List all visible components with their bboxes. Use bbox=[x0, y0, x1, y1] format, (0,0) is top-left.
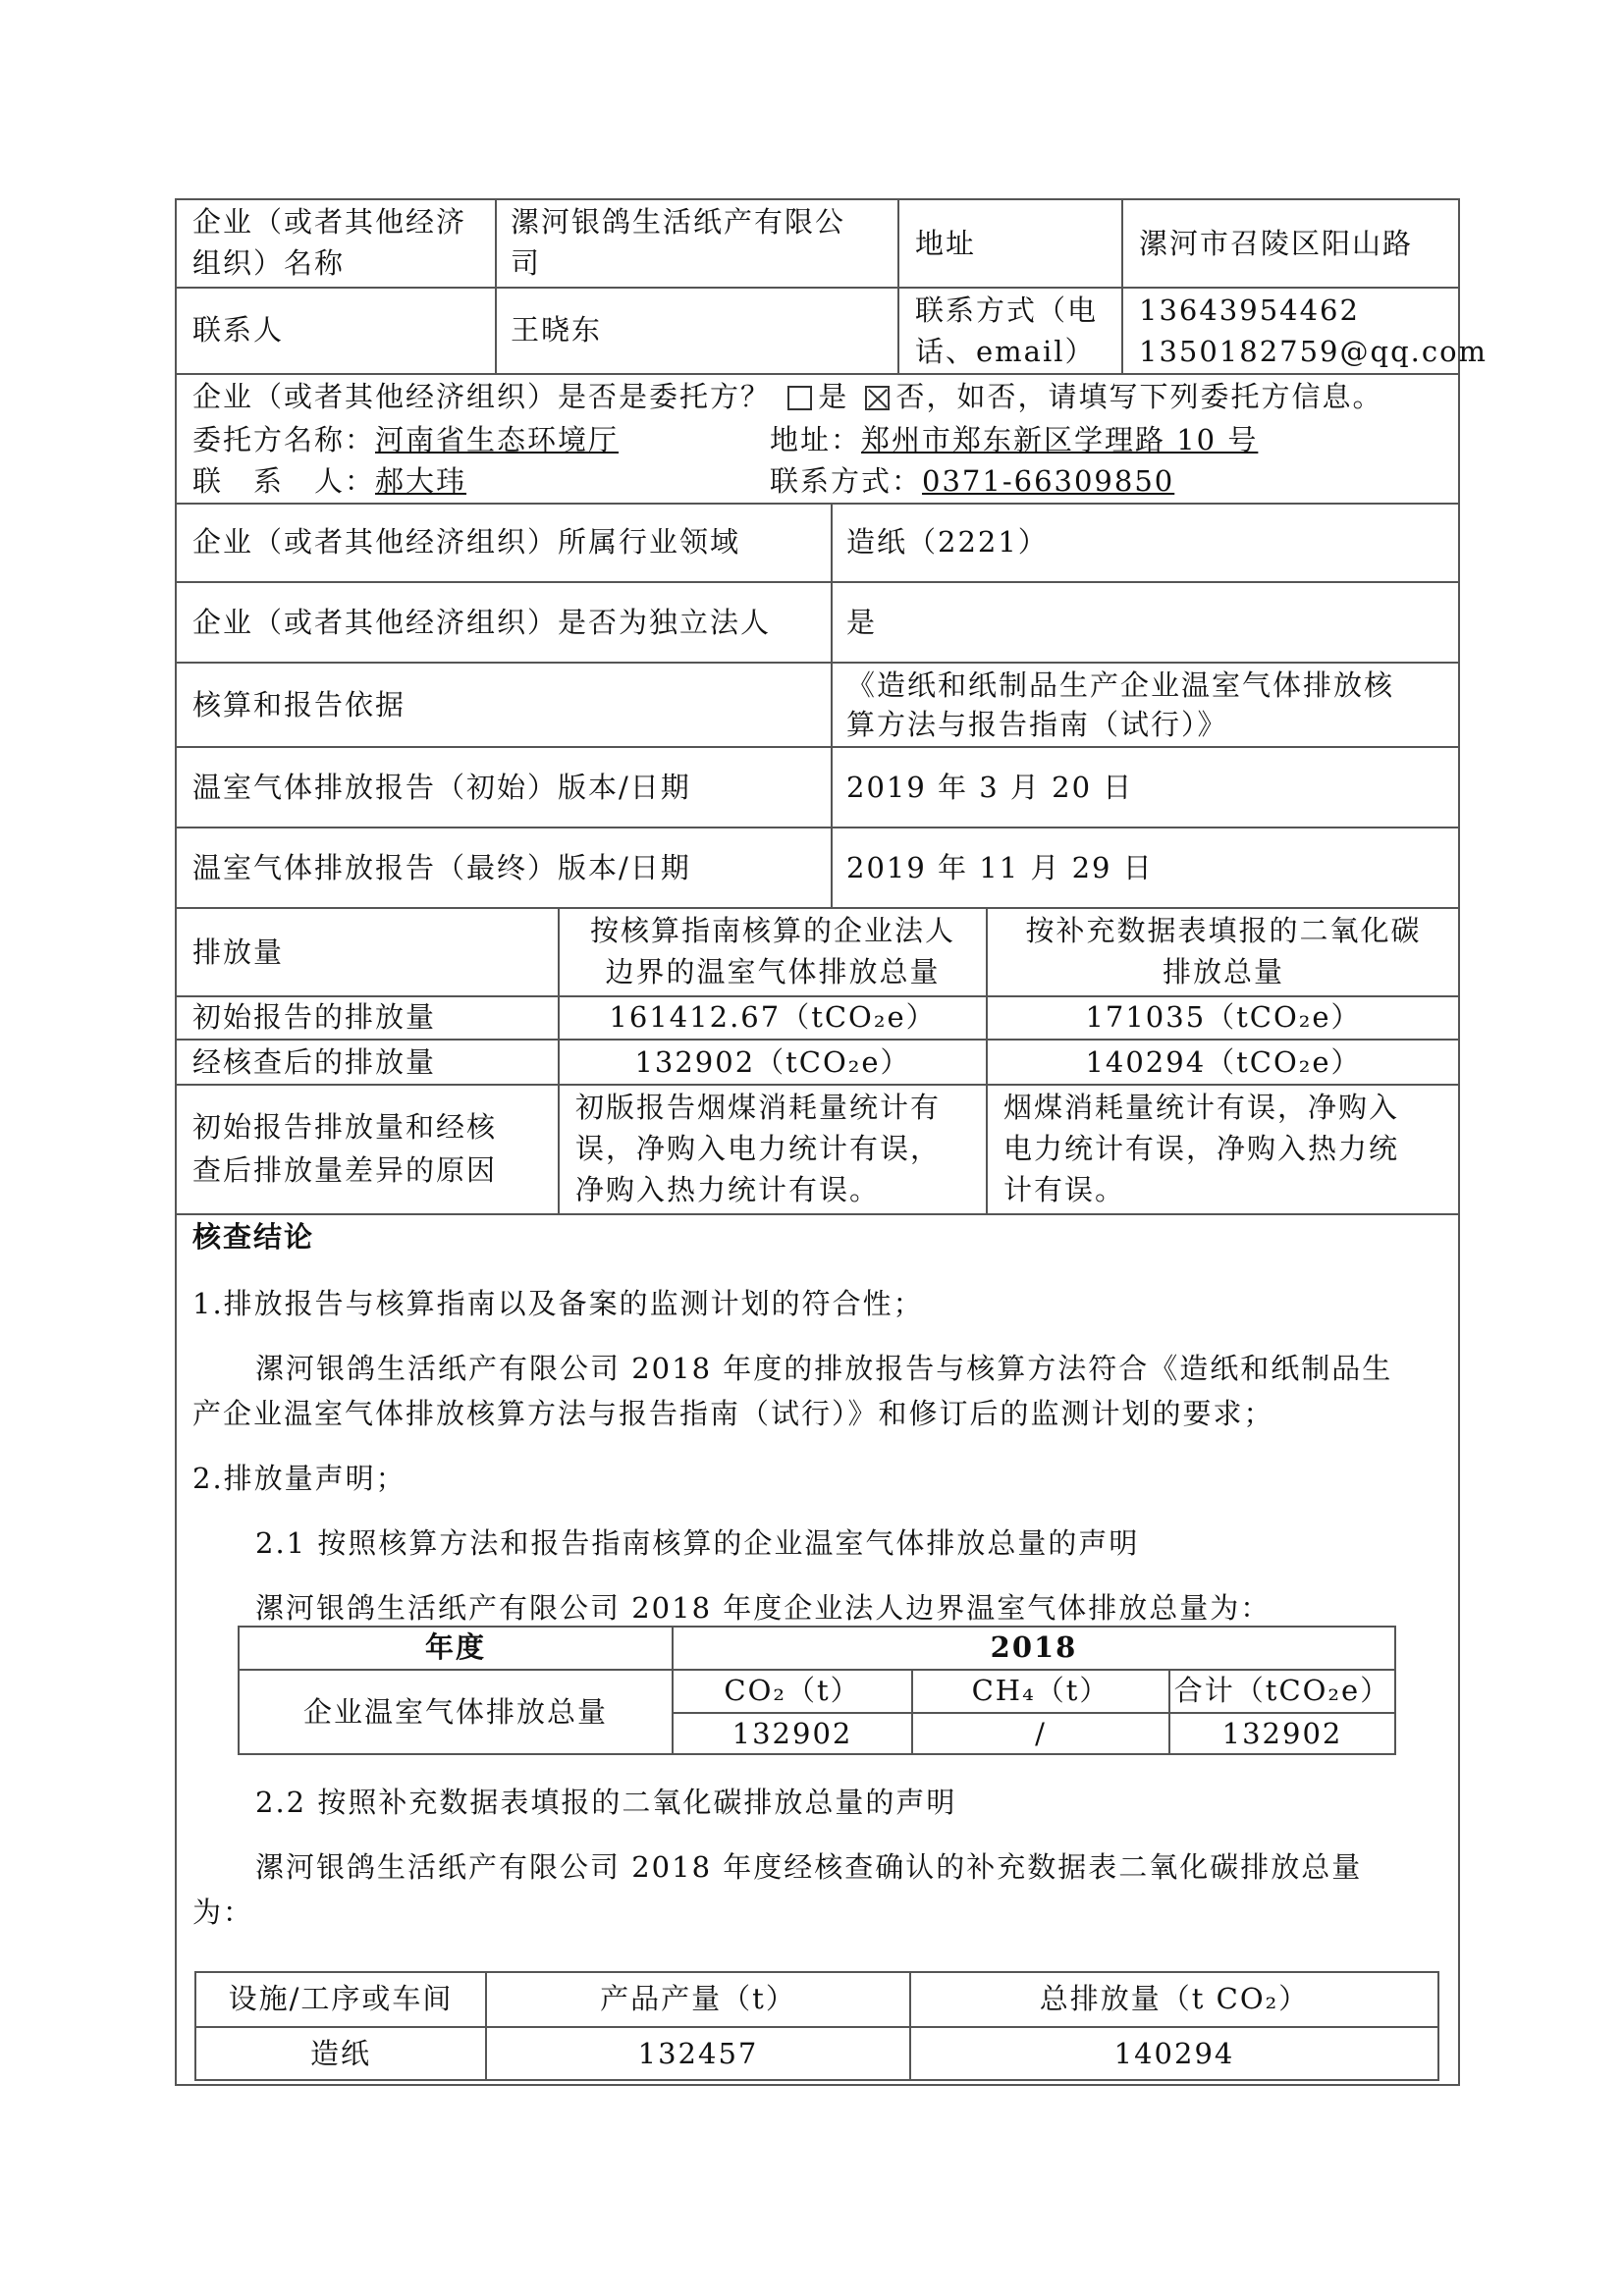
client-address-value: 郑州市郑东新区学理路 10 号 bbox=[861, 423, 1259, 456]
reason-col1-1: 初版报告烟煤消耗量统计有 bbox=[575, 1091, 942, 1124]
company-name-1: 漯河银鸽生活纸产有限公 bbox=[511, 205, 846, 239]
p21-body: 漯河银鸽生活纸产有限公司 2018 年度企业法人边界温室气体排放总量为： bbox=[255, 1591, 1272, 1625]
client-method-line bbox=[770, 459, 1174, 503]
verified-emission-col2: 140294（tCO₂e） bbox=[1085, 1045, 1362, 1079]
company-label-1: 企业（或者其他经济 bbox=[192, 205, 467, 239]
p1-body-2: 产企业温室气体排放核算方法与报告指南（试行）》和修订后的监测计划的要求； bbox=[192, 1397, 1274, 1430]
emission-value: 140294 bbox=[1113, 2037, 1235, 2070]
reason-col1-2: 误，净购入电力统计有误， bbox=[575, 1132, 942, 1165]
client-question: 企业（或者其他经济组织）是否是委托方？ bbox=[192, 380, 772, 413]
col2-header-1: 按补充数据表填报的二氧化碳 bbox=[1025, 914, 1422, 947]
row-divider bbox=[175, 746, 1460, 748]
conclusion-title: 核查结论 bbox=[192, 1220, 315, 1254]
reason-col2-1: 烟煤消耗量统计有误，净购入 bbox=[1003, 1091, 1400, 1124]
p22-body-1: 漯河银鸽生活纸产有限公司 2018 年度经核查确认的补充数据表二氧化碳排放总量 bbox=[255, 1850, 1363, 1884]
col2-header-2: 排放总量 bbox=[1162, 955, 1284, 988]
total-header: 合计（tCO₂e） bbox=[1173, 1674, 1391, 1707]
p22-title: 2.2 按照补充数据表填报的二氧化碳排放总量的声明 bbox=[255, 1786, 957, 1819]
p1-title: 1.排放报告与核算指南以及备案的监测计划的符合性； bbox=[192, 1287, 924, 1320]
row-divider bbox=[175, 503, 1460, 505]
contact-value: 王晓东 bbox=[511, 313, 603, 347]
year-value: 2018 bbox=[990, 1630, 1078, 1664]
contact-label: 联系人 bbox=[192, 313, 285, 347]
basis-label: 核算和报告依据 bbox=[192, 688, 406, 721]
row-divider bbox=[175, 581, 1460, 583]
client-method-label: 联系方式： bbox=[770, 464, 923, 498]
client-address-line bbox=[770, 418, 1258, 461]
ch4-header: CH₄（t） bbox=[971, 1674, 1110, 1707]
col-divider bbox=[897, 198, 899, 373]
industry-label: 企业（或者其他经济组织）所属行业领域 bbox=[192, 525, 741, 559]
col-divider bbox=[495, 198, 497, 373]
yes-label: 是 bbox=[818, 380, 849, 413]
address-value: 漯河市召陵区阳山路 bbox=[1139, 227, 1414, 260]
final-version-label: 温室气体排放报告（最终）版本/日期 bbox=[192, 851, 691, 884]
company-name-2: 司 bbox=[511, 246, 542, 280]
legal-person-value: 是 bbox=[846, 606, 878, 639]
p1-body-1: 漯河银鸽生活纸产有限公司 2018 年度的排放报告与核算方法符合《造纸和纸制品生 bbox=[255, 1352, 1393, 1385]
yes-checkbox[interactable] bbox=[787, 386, 812, 410]
row-divider bbox=[175, 1213, 1460, 1215]
facility-value: 造纸 bbox=[309, 2037, 371, 2070]
client-name-label: 委托方名称： bbox=[192, 423, 376, 456]
basis-value-1: 《造纸和纸制品生产企业温室气体排放核 bbox=[846, 668, 1395, 702]
client-method-value: 0371-66309850 bbox=[922, 464, 1175, 498]
client-contact-line bbox=[192, 459, 466, 503]
ch4-value: / bbox=[1035, 1717, 1047, 1750]
emission-header: 总排放量（t CO₂） bbox=[1039, 1982, 1310, 2015]
verified-emission-label: 经核查后的排放量 bbox=[192, 1045, 437, 1079]
co2-value: 132902 bbox=[731, 1717, 853, 1750]
client-address-label: 地址： bbox=[770, 423, 862, 456]
row-divider bbox=[175, 827, 1460, 828]
client-question-line bbox=[192, 375, 1382, 418]
co2-header: CO₂（t） bbox=[724, 1674, 861, 1707]
facility-header: 设施/工序或车间 bbox=[228, 1982, 454, 2015]
table1-row-label: 企业温室气体排放总量 bbox=[302, 1695, 608, 1729]
initial-emission-col1: 161412.67（tCO₂e） bbox=[609, 1000, 937, 1034]
col1-header-2: 边界的温室气体排放总量 bbox=[605, 955, 941, 988]
client-contact-value: 郝大玮 bbox=[375, 464, 467, 498]
verified-emission-col1: 132902（tCO₂e） bbox=[634, 1045, 911, 1079]
initial-version-label: 温室气体排放报告（初始）版本/日期 bbox=[192, 771, 691, 804]
output-value: 132457 bbox=[637, 2037, 759, 2070]
p2-title: 2.排放量声明； bbox=[192, 1462, 406, 1495]
p21-title: 2.1 按照核算方法和报告指南核算的企业温室气体排放总量的声明 bbox=[255, 1526, 1140, 1560]
reason-col2-2: 电力统计有误，净购入热力统 bbox=[1003, 1132, 1400, 1165]
no-label: 否，如否，请填写下列委托方信息。 bbox=[895, 380, 1383, 413]
basis-value-2: 算方法与报告指南（试行）》 bbox=[846, 708, 1228, 741]
legal-person-label: 企业（或者其他经济组织）是否为独立法人 bbox=[192, 606, 772, 639]
contact-method-label-1: 联系方式（电 bbox=[915, 294, 1099, 327]
col1-header-1: 按核算指南核算的企业法人 bbox=[589, 914, 955, 947]
initial-version-value: 2019 年 3 月 20 日 bbox=[846, 771, 1134, 804]
no-checkbox[interactable] bbox=[865, 386, 890, 410]
client-contact-label: 联 系 人： bbox=[192, 464, 376, 498]
col-divider bbox=[1121, 198, 1123, 373]
client-name-line bbox=[192, 418, 619, 461]
year-label: 年度 bbox=[424, 1630, 486, 1664]
p22-body-2: 为： bbox=[192, 1896, 254, 1929]
table2-divider bbox=[194, 2026, 1439, 2028]
output-header: 产品产量（t） bbox=[600, 1982, 796, 2015]
reason-col2-3: 计有误。 bbox=[1003, 1173, 1126, 1206]
final-version-value: 2019 年 11 月 29 日 bbox=[846, 851, 1154, 884]
contact-phone: 13643954462 bbox=[1139, 294, 1360, 327]
contact-method-label-2: 话、email） bbox=[915, 335, 1096, 368]
contact-email: 1350182759@qq.com bbox=[1139, 335, 1489, 368]
reason-col1-3: 净购入热力统计有误。 bbox=[575, 1173, 881, 1206]
client-name-value: 河南省生态环境厅 bbox=[375, 423, 620, 456]
company-label-2: 组织）名称 bbox=[192, 246, 346, 280]
total-value: 132902 bbox=[1221, 1717, 1343, 1750]
reason-label-1: 初始报告排放量和经核 bbox=[192, 1110, 498, 1144]
address-label: 地址 bbox=[915, 227, 977, 260]
emissions-label: 排放量 bbox=[192, 935, 285, 969]
industry-value: 造纸（2221） bbox=[846, 525, 1049, 559]
reason-label-2: 查后排放量差异的原因 bbox=[192, 1153, 498, 1187]
col-divider bbox=[831, 503, 833, 907]
initial-emission-label: 初始报告的排放量 bbox=[192, 1000, 437, 1034]
initial-emission-col2: 171035（tCO₂e） bbox=[1085, 1000, 1362, 1034]
